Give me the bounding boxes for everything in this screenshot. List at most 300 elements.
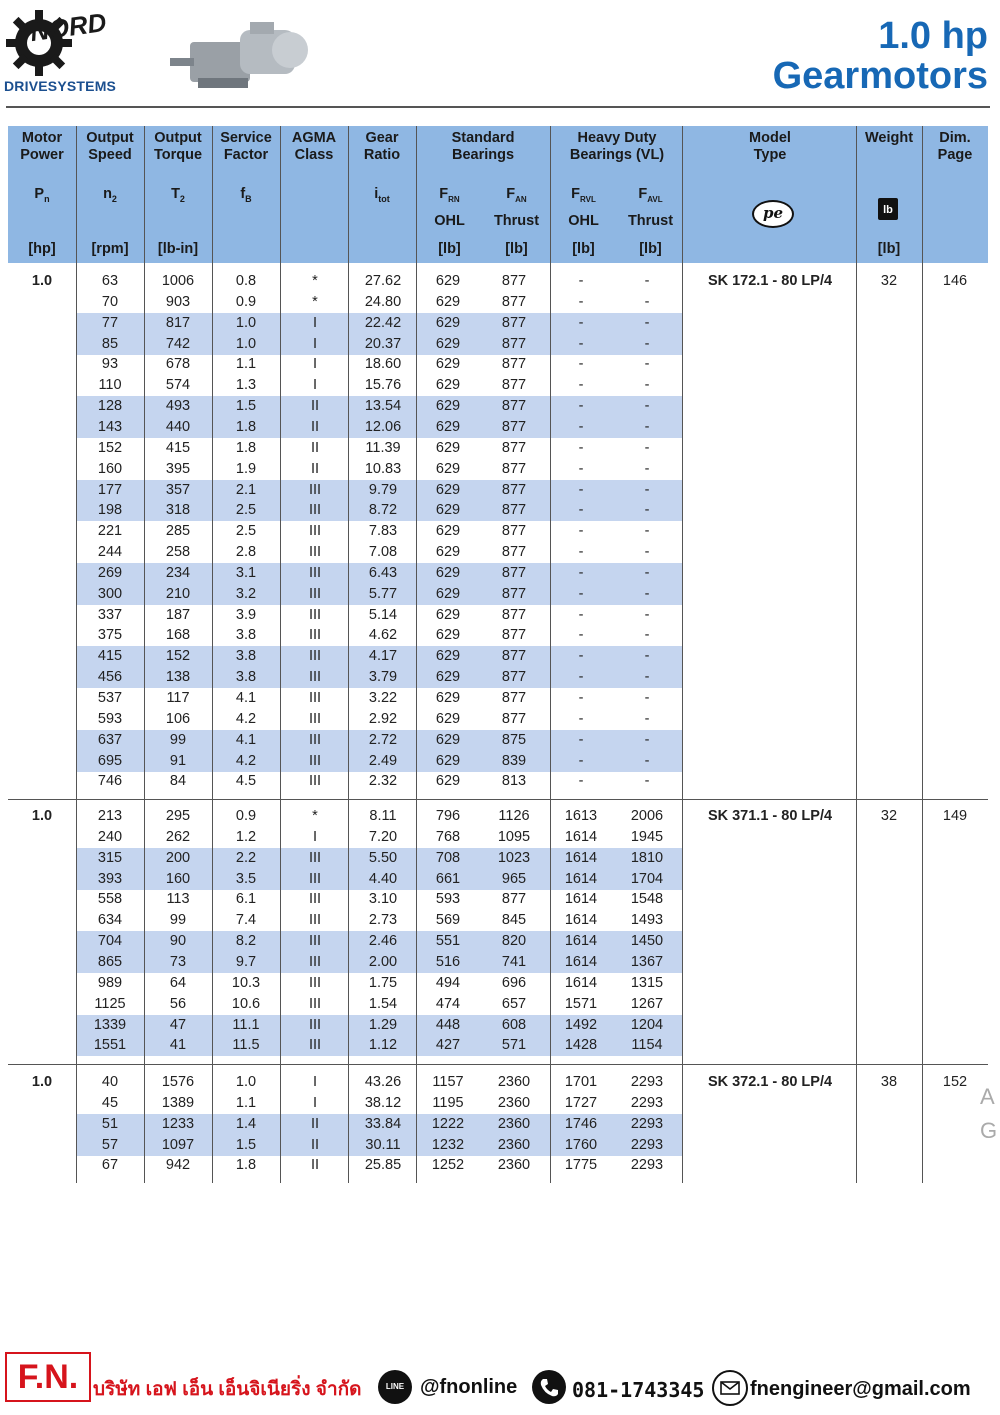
cell-output-torque: 47 (169, 1016, 187, 1033)
cell-std-thrust: 2360 (497, 1157, 531, 1174)
page-title-line1: 1.0 hp (878, 15, 988, 57)
cell-output-torque: 493 (165, 398, 191, 415)
cell-std-thrust: 877 (501, 377, 527, 394)
cell-output-speed: 1551 (93, 1037, 127, 1054)
cell-std-thrust: 571 (501, 1037, 527, 1054)
email-address[interactable]: fnengineer@gmail.com (750, 1378, 971, 1400)
cell-vl-ohl: - (578, 398, 584, 415)
cell-vl-ohl: - (578, 773, 584, 790)
cell-output-speed: 51 (101, 1115, 119, 1132)
cell-service-factor: 3.2 (235, 585, 257, 602)
motor-power-value: 1.0 (31, 1074, 53, 1090)
cell-output-speed: 110 (98, 377, 122, 394)
cell-agma-class: III (308, 953, 322, 970)
cell-output-torque: 395 (165, 460, 191, 477)
cell-output-torque: 440 (165, 418, 191, 435)
cell-std-ohl: 629 (435, 523, 461, 540)
cell-std-ohl: 1195 (432, 1094, 464, 1111)
cell-vl-ohl: - (578, 335, 584, 352)
cell-gear-ratio: 2.32 (368, 773, 398, 790)
cell-gear-ratio: 15.76 (364, 377, 402, 394)
dim-page-value: 149 (942, 808, 968, 824)
cell-gear-ratio: 4.40 (368, 870, 398, 887)
cell-output-speed: 456 (97, 669, 123, 686)
cell-agma-class: III (308, 891, 322, 908)
dim-page-value: 146 (942, 273, 968, 289)
cell-vl-thrust: - (644, 669, 650, 686)
subcol-label: OHL (568, 213, 599, 229)
page-footer (0, 1348, 1000, 1415)
cell-service-factor: 4.2 (235, 710, 257, 727)
group-separator (8, 1064, 988, 1065)
col-header-model-type (684, 126, 856, 263)
cell-output-speed: 537 (97, 690, 123, 706)
cell-gear-ratio: 18.60 (364, 356, 402, 373)
cell-std-thrust: 813 (501, 773, 527, 790)
cell-vl-thrust: - (644, 710, 650, 727)
cell-std-thrust: 877 (501, 460, 527, 477)
cell-gear-ratio: 11.39 (365, 439, 401, 456)
cell-vl-ohl: 1614 (564, 953, 598, 970)
cell-vl-ohl: - (578, 648, 584, 665)
cell-gear-ratio: 4.17 (368, 648, 398, 665)
cell-agma-class: I (312, 377, 318, 394)
cell-agma-class: III (308, 648, 322, 665)
column-divider (416, 126, 417, 1183)
cell-output-torque: 1389 (161, 1094, 195, 1111)
cell-vl-thrust: 1267 (630, 995, 664, 1012)
cell-output-speed: 989 (97, 974, 123, 991)
cell-std-thrust: 877 (501, 585, 527, 602)
cell-vl-thrust: 1367 (630, 953, 664, 970)
column-divider (550, 126, 551, 1183)
cell-vl-thrust: 1810 (630, 849, 664, 866)
cell-service-factor: 3.8 (235, 627, 257, 644)
cell-vl-thrust: - (644, 731, 650, 748)
cell-output-speed: 244 (97, 544, 123, 561)
subcol-symbol: $F_{AVL}$ (638, 186, 663, 204)
cell-output-speed: 337 (97, 606, 123, 623)
cell-output-torque: 942 (165, 1157, 191, 1174)
cell-std-ohl: 629 (435, 544, 461, 561)
cell-vl-thrust: - (644, 293, 650, 310)
cell-output-speed: 269 (97, 564, 123, 581)
cell-service-factor: 1.0 (235, 335, 257, 352)
cell-vl-thrust: - (644, 585, 650, 602)
cell-gear-ratio: 7.83 (368, 523, 398, 540)
weight-value: 38 (880, 1074, 898, 1090)
cell-gear-ratio: 10.83 (364, 460, 402, 477)
cell-agma-class: III (308, 669, 322, 686)
cell-gear-ratio: 2.73 (368, 912, 398, 929)
cell-service-factor: 2.5 (235, 523, 257, 540)
page-title-line2: Gearmotors (772, 55, 988, 97)
pe-model-icon: pe (752, 200, 794, 228)
column-divider (212, 126, 213, 1183)
cell-std-ohl: 1252 (431, 1157, 465, 1174)
col-header-label: Gear Ratio (363, 130, 401, 163)
cell-output-speed: 315 (97, 849, 123, 866)
cell-output-torque: 1576 (161, 1074, 195, 1090)
cell-gear-ratio: 6.43 (368, 564, 398, 581)
col-header-output-torque (144, 126, 212, 263)
cell-std-ohl: 569 (435, 912, 461, 929)
cell-std-thrust: 1095 (497, 828, 531, 845)
cell-vl-ohl: - (578, 752, 584, 769)
cell-output-torque: 415 (165, 439, 191, 456)
cell-gear-ratio: 24.80 (364, 293, 402, 310)
cell-agma-class: III (308, 1037, 322, 1054)
cell-std-thrust: 741 (501, 953, 527, 970)
cell-std-thrust: 877 (501, 648, 527, 665)
cell-output-torque: 90 (169, 933, 187, 950)
cell-std-ohl: 629 (435, 710, 461, 727)
cell-output-speed: 70 (101, 293, 119, 310)
cell-vl-ohl: - (578, 544, 584, 561)
cell-gear-ratio: 43.26 (364, 1074, 402, 1090)
model-type-value: SK 172.1 - 80 LP/4 (707, 273, 833, 289)
cell-output-torque: 295 (165, 808, 191, 824)
cell-gear-ratio: 12.06 (364, 418, 402, 435)
model-type-value: SK 372.1 - 80 LP/4 (707, 1074, 833, 1090)
cell-service-factor: 1.3 (235, 377, 257, 394)
line-id[interactable]: @fnonline (420, 1376, 518, 1398)
cell-service-factor: 0.9 (235, 808, 257, 824)
col-header-label: Model Type (749, 130, 791, 163)
cell-vl-ohl: 1775 (564, 1157, 598, 1174)
cell-service-factor: 1.5 (235, 1136, 257, 1153)
cell-gear-ratio: 38.12 (364, 1094, 402, 1111)
cell-service-factor: 4.2 (235, 752, 257, 769)
cell-gear-ratio: 3.10 (368, 891, 398, 908)
cell-std-thrust: 1023 (497, 849, 531, 866)
cell-vl-thrust: - (644, 690, 650, 706)
cell-service-factor: 1.2 (235, 828, 257, 845)
col-header-service-factor (212, 126, 280, 263)
cell-std-ohl: 629 (435, 293, 461, 310)
cell-output-speed: 300 (97, 585, 123, 602)
cell-vl-thrust: - (644, 544, 650, 561)
cell-output-torque: 168 (165, 627, 191, 644)
cell-output-torque: 113 (166, 891, 190, 908)
cell-output-speed: 63 (101, 273, 119, 289)
col-header-label: Motor Power (20, 130, 64, 163)
cell-output-torque: 64 (169, 974, 187, 991)
cell-gear-ratio: 5.14 (368, 606, 398, 623)
cell-std-thrust: 875 (501, 731, 527, 748)
cell-agma-class: III (308, 564, 322, 581)
cell-output-torque: 1006 (161, 273, 195, 289)
header-divider (6, 106, 990, 108)
email-icon (712, 1370, 748, 1406)
cell-gear-ratio: 30.11 (365, 1136, 401, 1153)
cell-output-torque: 200 (165, 849, 191, 866)
col-header-unit: [hp] (28, 241, 56, 257)
cell-output-speed: 240 (97, 828, 123, 845)
cell-output-torque: 1233 (161, 1115, 195, 1132)
cell-agma-class: III (308, 1016, 322, 1033)
cell-std-ohl: 474 (435, 995, 461, 1012)
column-divider (280, 126, 281, 1183)
cell-output-torque: 817 (165, 314, 191, 331)
cell-vl-ohl: 1571 (564, 995, 598, 1012)
cell-output-torque: 117 (166, 690, 190, 706)
column-divider (348, 126, 349, 1183)
cell-agma-class: III (308, 481, 322, 498)
cell-gear-ratio: 1.54 (368, 995, 398, 1012)
cell-std-ohl: 629 (435, 439, 461, 456)
cell-output-torque: 187 (165, 606, 191, 623)
cell-std-thrust: 696 (501, 974, 527, 991)
cell-service-factor: 1.9 (235, 460, 257, 477)
cell-service-factor: 3.9 (235, 606, 257, 623)
col-header-symbol: $n_2$ (103, 186, 117, 204)
cell-service-factor: 4.5 (235, 773, 257, 790)
cell-std-ohl: 629 (435, 335, 461, 352)
cell-vl-thrust: 1493 (630, 912, 664, 929)
cell-service-factor: 3.5 (235, 870, 257, 887)
cell-gear-ratio: 13.54 (364, 398, 402, 415)
gearmotor-image (170, 12, 315, 97)
col-header-weight (856, 126, 922, 263)
cell-service-factor: 1.8 (235, 439, 257, 456)
cell-std-ohl: 661 (435, 870, 461, 887)
cell-std-thrust: 1126 (498, 808, 530, 824)
cell-std-thrust: 877 (501, 564, 527, 581)
cell-output-torque: 56 (169, 995, 187, 1012)
cell-agma-class: III (308, 606, 322, 623)
cell-output-speed: 177 (97, 481, 123, 498)
cell-gear-ratio: 20.37 (364, 335, 402, 352)
dim-page-value: 152 (942, 1074, 968, 1090)
col-header-symbol: $f_B$ (240, 186, 252, 204)
subcol-unit: [lb] (505, 241, 528, 257)
phone-number[interactable]: 081-1743345 (572, 1378, 705, 1402)
cell-std-ohl: 629 (435, 314, 461, 331)
cell-vl-thrust: 1315 (630, 974, 664, 991)
cell-output-speed: 45 (101, 1094, 119, 1111)
col-header-symbol: $T_2$ (171, 186, 185, 204)
cell-gear-ratio: 1.75 (368, 974, 398, 991)
cell-output-torque: 138 (165, 669, 191, 686)
cell-output-torque: 91 (169, 752, 187, 769)
cell-vl-ohl: - (578, 731, 584, 748)
cell-agma-class: III (308, 912, 322, 929)
cell-std-ohl: 593 (435, 891, 461, 908)
cell-agma-class: III (308, 752, 322, 769)
cell-std-ohl: 629 (435, 481, 461, 498)
cell-gear-ratio: 2.92 (368, 710, 398, 727)
cell-agma-class: I (312, 1074, 318, 1090)
cell-vl-thrust: 1945 (630, 828, 664, 845)
col-header-dim-page (922, 126, 988, 263)
cell-vl-thrust: - (644, 418, 650, 435)
cell-std-thrust: 877 (501, 606, 527, 623)
subcol-symbol: $F_{RN}$ (439, 186, 460, 204)
cell-output-speed: 77 (101, 314, 119, 331)
cell-output-torque: 99 (169, 731, 187, 748)
cell-service-factor: 2.8 (235, 544, 257, 561)
cell-std-thrust: 2360 (497, 1136, 531, 1153)
cell-vl-thrust: 1548 (630, 891, 664, 908)
cell-vl-thrust: - (644, 564, 650, 581)
cell-output-speed: 593 (97, 710, 123, 727)
cell-vl-thrust: - (644, 502, 650, 519)
motor-power-value: 1.0 (31, 273, 53, 289)
cell-service-factor: 1.5 (235, 398, 257, 415)
cell-vl-thrust: 2293 (630, 1115, 664, 1132)
cell-agma-class: III (308, 731, 322, 748)
cell-agma-class: * (312, 293, 318, 310)
cell-std-ohl: 629 (435, 564, 461, 581)
weight-value: 32 (880, 273, 898, 289)
cell-vl-thrust: 1704 (630, 870, 664, 887)
cell-vl-thrust: 2293 (630, 1074, 664, 1090)
column-divider (144, 126, 145, 1183)
cell-vl-thrust: - (644, 773, 650, 790)
cell-gear-ratio: 3.22 (368, 690, 398, 706)
cell-output-speed: 128 (97, 398, 123, 415)
cell-std-thrust: 839 (501, 752, 527, 769)
cell-gear-ratio: 4.62 (368, 627, 398, 644)
cell-service-factor: 11.5 (232, 1037, 260, 1054)
cell-gear-ratio: 2.00 (368, 953, 398, 970)
cell-std-ohl: 629 (435, 398, 461, 415)
cell-std-thrust: 820 (501, 933, 527, 950)
cell-std-ohl: 629 (435, 502, 461, 519)
subcol-unit: [lb] (572, 241, 595, 257)
cell-vl-thrust: 2293 (630, 1094, 664, 1111)
motor-power-value: 1.0 (31, 808, 53, 824)
cell-gear-ratio: 7.08 (368, 544, 398, 561)
cell-std-thrust: 608 (501, 1016, 527, 1033)
cell-std-thrust: 877 (501, 314, 527, 331)
col-header-label: AGMA Class (291, 130, 337, 163)
cell-vl-ohl: - (578, 564, 584, 581)
cell-std-ohl: 1157 (432, 1074, 464, 1090)
cell-service-factor: 3.1 (235, 564, 257, 581)
cell-service-factor: 1.0 (235, 314, 257, 331)
cell-service-factor: 1.0 (235, 1074, 257, 1090)
cell-output-torque: 678 (165, 356, 191, 373)
phone-icon (532, 1370, 566, 1404)
cell-output-torque: 152 (165, 648, 191, 665)
cell-agma-class: II (310, 1115, 320, 1132)
cell-vl-thrust: - (644, 398, 650, 415)
cell-std-thrust: 877 (501, 523, 527, 540)
cell-std-ohl: 768 (435, 828, 461, 845)
column-divider (682, 126, 683, 1183)
cell-output-speed: 393 (97, 870, 123, 887)
cell-agma-class: II (310, 439, 320, 456)
cell-service-factor: 1.8 (235, 418, 257, 435)
cell-output-speed: 67 (101, 1157, 119, 1174)
cell-std-ohl: 629 (435, 627, 461, 644)
cell-output-torque: 160 (165, 870, 191, 887)
cell-service-factor: 3.8 (235, 648, 257, 665)
cell-gear-ratio: 9.79 (368, 481, 398, 498)
edge-letter: G (980, 1118, 998, 1143)
cell-output-speed: 152 (97, 439, 123, 456)
cell-vl-thrust: - (644, 627, 650, 644)
group-separator (8, 799, 988, 800)
cell-vl-ohl: - (578, 418, 584, 435)
cell-output-torque: 318 (165, 502, 191, 519)
cell-agma-class: III (308, 849, 322, 866)
cell-vl-thrust: 1204 (630, 1016, 664, 1033)
cell-output-speed: 93 (101, 356, 119, 373)
cell-output-speed: 57 (101, 1136, 119, 1153)
cell-vl-thrust: - (644, 648, 650, 665)
cell-std-thrust: 2360 (497, 1115, 531, 1132)
cell-output-speed: 198 (97, 502, 123, 519)
cell-output-torque: 234 (165, 564, 191, 581)
cell-vl-ohl: - (578, 627, 584, 644)
col-header-output-speed (76, 126, 144, 263)
cell-service-factor: 10.6 (231, 995, 261, 1012)
cell-vl-thrust: - (644, 273, 650, 289)
cell-std-thrust: 877 (501, 544, 527, 561)
cell-service-factor: 3.8 (235, 669, 257, 686)
col-header-agma-class (280, 126, 348, 263)
weight-icon: lb (878, 198, 898, 220)
cell-service-factor: 2.5 (235, 502, 257, 519)
cell-std-thrust: 877 (501, 439, 527, 456)
table-header (8, 126, 988, 263)
cell-std-ohl: 629 (435, 585, 461, 602)
cell-output-speed: 143 (97, 418, 123, 435)
edge-letter: A (980, 1084, 995, 1109)
cell-vl-ohl: - (578, 460, 584, 477)
col-header-label: Output Torque (153, 130, 203, 163)
brand-subtitle: DRIVESYSTEMS (4, 78, 117, 94)
cell-output-torque: 210 (165, 585, 191, 602)
cell-service-factor: 0.9 (235, 293, 257, 310)
cell-std-thrust: 877 (501, 356, 527, 373)
cell-gear-ratio: 8.11 (369, 808, 397, 824)
cell-vl-ohl: 1727 (564, 1094, 598, 1111)
weight-value: 32 (880, 808, 898, 824)
cell-std-thrust: 877 (501, 481, 527, 498)
cell-agma-class: II (310, 1136, 320, 1153)
cell-vl-ohl: - (578, 502, 584, 519)
cell-std-ohl: 629 (435, 669, 461, 686)
cell-gear-ratio: 2.72 (368, 731, 398, 748)
col-header-gear-ratio (348, 126, 416, 263)
cell-agma-class: II (310, 460, 320, 477)
cell-vl-thrust: 2293 (630, 1136, 664, 1153)
cell-std-ohl: 629 (435, 356, 461, 373)
cell-output-torque: 903 (165, 293, 191, 310)
cell-std-thrust: 877 (501, 335, 527, 352)
brand-name: NORD (28, 6, 109, 48)
cell-vl-ohl: 1701 (564, 1074, 598, 1090)
cell-gear-ratio: 3.79 (368, 669, 398, 686)
cell-gear-ratio: 33.84 (364, 1115, 402, 1132)
cell-output-speed: 85 (101, 335, 119, 352)
cell-vl-ohl: - (578, 669, 584, 686)
cell-output-torque: 84 (169, 773, 187, 790)
cell-output-torque: 258 (165, 544, 191, 561)
cell-service-factor: 1.1 (235, 356, 257, 373)
cell-agma-class: III (308, 974, 322, 991)
cell-output-torque: 262 (165, 828, 191, 845)
cell-service-factor: 4.1 (235, 731, 257, 748)
cell-vl-ohl: 1760 (564, 1136, 598, 1153)
cell-vl-ohl: - (578, 293, 584, 310)
cell-std-thrust: 877 (501, 293, 527, 310)
cell-agma-class: II (310, 398, 320, 415)
